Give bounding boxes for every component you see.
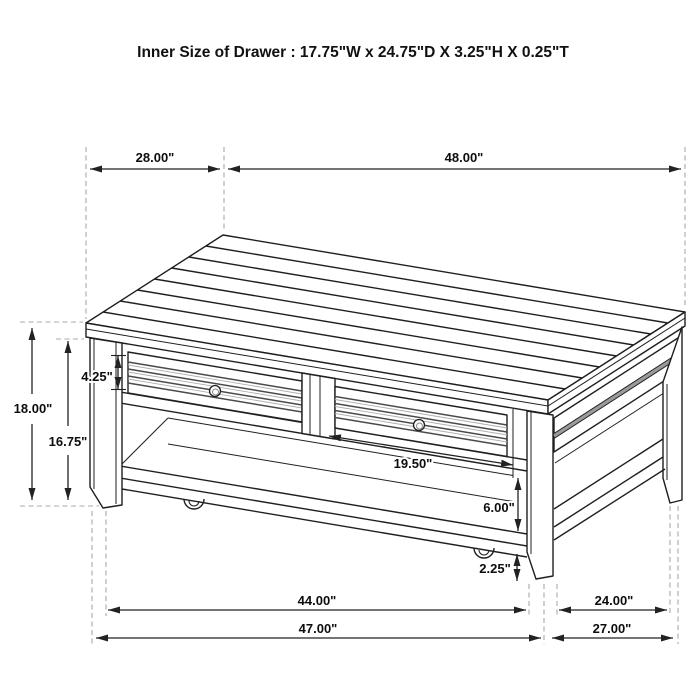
front-right-leg [527, 411, 553, 579]
dim-label-drawer-front-height: 4.25" [81, 369, 113, 384]
shelf-front-rails [114, 465, 527, 557]
dim-under-top-height [49, 341, 88, 500]
dim-label-shelf-opening-height: 6.00" [483, 500, 515, 515]
front-left-leg [90, 338, 122, 508]
dim-label-base-outer-length: 47.00" [298, 621, 338, 636]
dim-top-depth [90, 150, 220, 169]
dim-base-inner-length [108, 593, 526, 610]
dim-label-top-length: 48.00" [444, 150, 484, 165]
dim-label-drawer-width: 19.50" [393, 456, 433, 471]
dim-top-length [228, 150, 681, 169]
dim-shelf-opening-height [483, 478, 518, 531]
coffee-table-drawing [86, 235, 685, 579]
side-stretcher [554, 439, 665, 540]
dim-label-foot-clearance: 2.25" [479, 561, 511, 576]
dim-base-outer-length [96, 621, 541, 638]
drawer-divider [302, 373, 335, 439]
dim-label-top-depth: 28.00" [135, 150, 175, 165]
dim-label-base-outer-depth: 27.00" [592, 621, 632, 636]
dim-label-overall-height: 18.00" [13, 401, 53, 416]
dim-label-under-top-height: 16.75" [48, 434, 88, 449]
diagram-title: Inner Size of Drawer : 17.75"W x 24.75"D X 3.25"H X 0.25"T [137, 44, 569, 61]
dim-label-base-inner-length: 44.00" [297, 593, 337, 608]
dim-overall-height [14, 328, 53, 500]
dim-label-base-inner-depth: 24.00" [594, 593, 634, 608]
dim-base-outer-depth [552, 621, 673, 638]
dim-base-inner-depth [559, 593, 667, 610]
